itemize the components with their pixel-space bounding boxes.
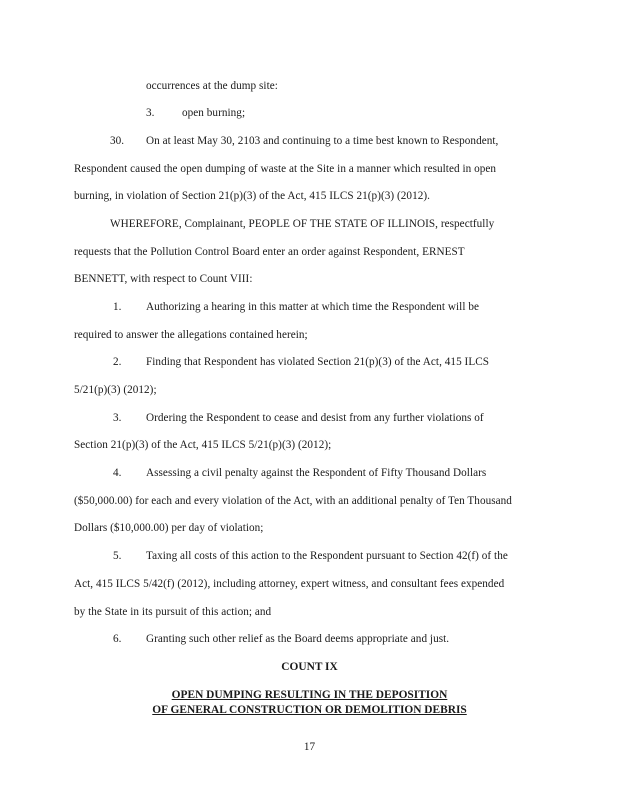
paragraph-line: Finding that Respondent has violated Section 21(p)(3) of the Act, 415 ILCS	[146, 356, 490, 368]
paragraph-line: occurrences at the dump site:	[146, 80, 278, 92]
paragraph-line: required to answer the allegations contained herein;	[74, 329, 308, 341]
paragraph-line: Dollars ($10,000.00) per day of violation;	[74, 522, 264, 534]
list-number: 5.	[113, 550, 122, 562]
paragraph-line: ($50,000.00) for each and every violation of the Act, with an additional penalty of Ten Thousand	[74, 495, 512, 507]
paragraph-line: Taxing all costs of this action to the Respondent pursuant to Section 42(f) of the	[146, 550, 508, 562]
count-subheading-text-2: OF GENERAL CONSTRUCTION OR DEMOLITION DEBRIS	[152, 704, 467, 716]
page-number: 17	[303, 741, 316, 753]
paragraph-line: open burning;	[182, 107, 246, 119]
list-number: 3.	[146, 107, 155, 119]
count-heading: COUNT IX	[281, 661, 338, 673]
list-number: 1.	[113, 301, 122, 313]
list-number: 2.	[113, 356, 122, 368]
paragraph-line: Act, 415 ILCS 5/42(f) (2012), including attorney, expert witness, and consultant fees expended	[74, 578, 505, 590]
paragraph-line: Authorizing a hearing in this matter at which time the Respondent will be	[146, 301, 479, 313]
paragraph-line: Assessing a civil penalty against the Respondent of Fifty Thousand Dollars	[146, 467, 487, 479]
paragraph-line: burning, in violation of Section 21(p)(3) of the Act, 415 ILCS 21(p)(3) (2012).	[74, 190, 430, 202]
count-subheading-text-1: OPEN DUMPING RESULTING IN THE DEPOSITION	[171, 689, 448, 701]
paragraph-line: WHEREFORE, Complainant, PEOPLE OF THE STATE OF ILLINOIS, respectfully	[110, 218, 495, 230]
count-subheading-line-1	[0, 688, 619, 702]
list-number: 3.	[113, 412, 122, 424]
paragraph-line: BENNETT, with respect to Count VIII:	[74, 273, 253, 285]
paragraph-number: 30.	[110, 135, 124, 147]
paragraph-line: Ordering the Respondent to cease and desist from any further violations of	[146, 412, 484, 424]
paragraph-line: Respondent caused the open dumping of waste at the Site in a manner which resulted in open	[74, 163, 497, 175]
paragraph-line: Section 21(p)(3) of the Act, 415 ILCS 5/21(p)(3) (2012);	[74, 439, 332, 451]
list-number: 6.	[113, 633, 122, 645]
paragraph-line: by the State in its pursuit of this action; and	[74, 606, 272, 618]
paragraph-line: On at least May 30, 2103 and continuing to a time best known to Respondent,	[146, 135, 499, 147]
paragraph-line: requests that the Pollution Control Board enter an order against Respondent, ERNEST	[74, 246, 465, 258]
count-subheading-line-2	[0, 703, 619, 717]
paragraph-line: Granting such other relief as the Board deems appropriate and just.	[146, 633, 450, 645]
paragraph-line: 5/21(p)(3) (2012);	[74, 384, 157, 396]
list-number: 4.	[113, 467, 122, 479]
